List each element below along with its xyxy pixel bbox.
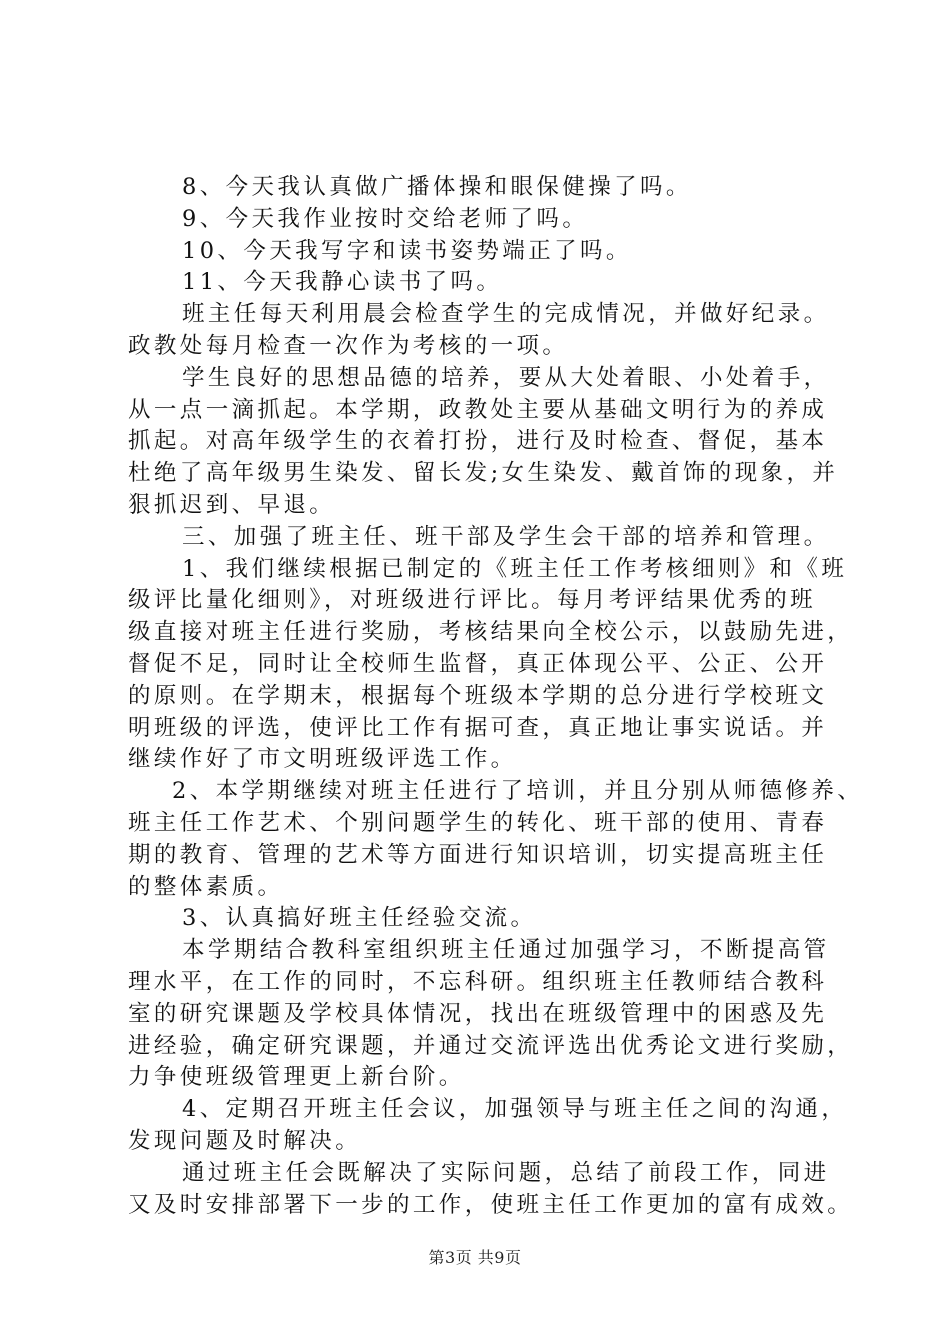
paragraph-line: 政教处每月检查一次作为考核的一项。 bbox=[128, 332, 569, 359]
paragraph-line: 进经验，确定研究课题，并通过交流评选出优秀论文进行奖励， bbox=[128, 1032, 854, 1059]
paragraph-line: 的原则。在学期末，根据每个班级本学期的总分进行学校班文 bbox=[128, 682, 828, 709]
paragraph-line: 力争使班级管理更上新台阶。 bbox=[128, 1064, 465, 1091]
paragraph-line: 级评比量化细则》，对班级进行评比。每月考评结果优秀的班 bbox=[128, 587, 817, 614]
paragraph-line: 抓起。对高年级学生的衣着打扮，进行及时检查、督促，基本 bbox=[128, 428, 828, 455]
paragraph-line: 的整体素质。 bbox=[128, 873, 284, 900]
paragraph-line: 2、本学期继续对班主任进行了培训，并且分别从师德修养、 bbox=[172, 778, 864, 805]
paragraph-line: 继续作好了市文明班级评选工作。 bbox=[128, 746, 517, 773]
paragraph-line: 狠抓迟到、早退。 bbox=[128, 491, 336, 518]
paragraph-line: 通过班主任会既解决了实际问题，总结了前段工作，同进 bbox=[182, 1159, 830, 1186]
section-heading: 三、加强了班主任、班干部及学生会干部的培养和管理。 bbox=[182, 523, 830, 550]
document-body bbox=[128, 172, 864, 1221]
paragraph-line: 室的研究课题及学校具体情况，找出在班级管理中的困惑及先 bbox=[128, 1000, 828, 1027]
paragraph-line: 3、认真搞好班主任经验交流。 bbox=[182, 905, 537, 932]
paragraph-line: 杜绝了高年级男生染发、留长发;女生染发、戴首饰的现象，并 bbox=[128, 460, 839, 487]
paragraph-line: 督促不足，同时让全校师生监督，真正体现公平、公正、公开 bbox=[128, 650, 828, 677]
paragraph-line: 期的教育、管理的艺术等方面进行知识培训，切实提高班主任 bbox=[128, 841, 828, 868]
paragraph-line: 本学期结合教科室组织班主任通过加强学习，不断提高管 bbox=[182, 937, 830, 964]
page-number-footer: 第3页 共9页 bbox=[428, 1248, 522, 1267]
paragraph-line: 4、定期召开班主任会议，加强领导与班主任之间的沟通， bbox=[182, 1096, 848, 1123]
paragraph-line: 1、我们继续根据已制定的《班主任工作考核细则》和《班 bbox=[182, 555, 848, 582]
paragraph-line: 发现问题及时解决。 bbox=[128, 1127, 362, 1154]
paragraph-line: 班主任每天利用晨会检查学生的完成情况，并做好纪录。 bbox=[182, 301, 830, 328]
list-item-11: 11、今天我静心读书了吗。 bbox=[182, 269, 503, 296]
paragraph-line: 学生良好的思想品德的培养，要从大处着眼、小处着手， bbox=[182, 364, 830, 391]
paragraph-line: 从一点一滴抓起。本学期，政教处主要从基础文明行为的养成 bbox=[128, 396, 828, 423]
paragraph-line: 级直接对班主任进行奖励，考核结果向全校公示，以鼓励先进， bbox=[128, 619, 854, 646]
paragraph-line: 明班级的评选，使评比工作有据可查，真正地让事实说话。并 bbox=[128, 714, 828, 741]
paragraph-line: 班主任工作艺术、个别问题学生的转化、班干部的使用、青春 bbox=[128, 809, 828, 836]
list-item-8: 8、今天我认真做广播体操和眼保健操了吗。 bbox=[182, 174, 692, 200]
list-item-9: 9、今天我作业按时交给老师了吗。 bbox=[182, 205, 589, 232]
paragraph-line: 又及时安排部署下一步的工作，使班主任工作更加的富有成效。 bbox=[128, 1191, 854, 1218]
list-item-10: 10、今天我写字和读书姿势端正了吗。 bbox=[182, 237, 632, 264]
paragraph-line: 理水平，在工作的同时，不忘科研。组织班主任教师结合教科 bbox=[128, 968, 828, 995]
